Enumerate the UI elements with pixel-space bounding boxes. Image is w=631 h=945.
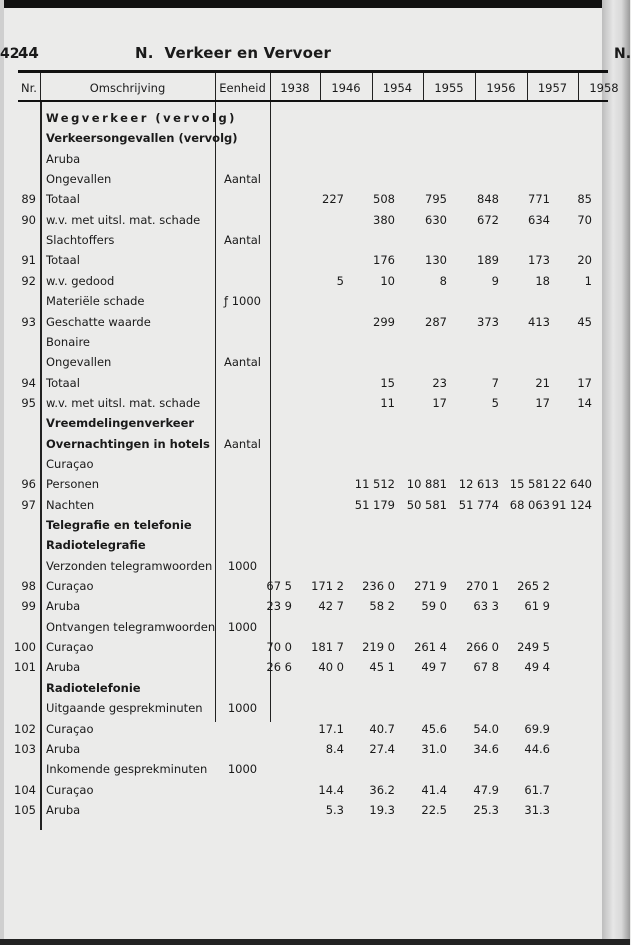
cell-value-1954: 15: [380, 375, 395, 390]
cell-value-1956: 47.9: [473, 782, 499, 797]
column-header-nr: Nr.: [21, 81, 37, 95]
table-row: [0, 657, 610, 677]
cell-value-1946: 181 7: [311, 640, 344, 655]
cell-value-1955: 17: [432, 395, 447, 410]
cell-value-1956: 51 774: [458, 497, 499, 512]
column-header-unit: Eenheid: [219, 81, 266, 95]
cell-value-1954: 176: [373, 253, 395, 268]
row-number: 101: [14, 660, 36, 675]
row-number: 96: [21, 477, 36, 492]
column-header-year: 1957: [537, 81, 568, 95]
row-description: Ongevallen: [46, 355, 112, 370]
cell-value-1955: 22.5: [421, 802, 447, 817]
cell-value-1958: 22 640: [551, 477, 592, 492]
next-page-title-fragment: N.: [614, 46, 631, 62]
row-description: Radiotelefonie: [46, 680, 141, 695]
column-divider: [270, 73, 271, 100]
cell-value-1954: 11: [380, 395, 395, 410]
table-row: [0, 719, 610, 739]
row-number: 97: [21, 497, 36, 512]
row-description: Ontvangen telegramwoorden: [46, 619, 216, 634]
cell-value-1955: 49 7: [421, 660, 447, 675]
row-unit: ƒ 1000: [224, 294, 261, 309]
column-divider: [578, 73, 579, 100]
table-row: [0, 576, 610, 596]
row-number: 103: [14, 741, 36, 756]
cell-value-1954: 508: [373, 192, 395, 207]
row-number: 99: [21, 599, 36, 614]
cell-value-1955: 271 9: [414, 579, 447, 594]
header-bottom-rule: [18, 100, 608, 102]
cell-value-1954: 380: [373, 212, 395, 227]
cell-value-1957: 69.9: [524, 721, 550, 736]
row-number: 95: [21, 395, 36, 410]
cell-value-1946: 17.1: [318, 721, 344, 736]
cell-value-1958: 45: [577, 314, 592, 329]
cell-value-1946: 42 7: [318, 599, 344, 614]
cell-value-1958: 17: [577, 375, 592, 390]
cell-value-1956: 25.3: [473, 802, 499, 817]
cell-value-1955: 795: [425, 192, 447, 207]
cell-value-1946: 14.4: [318, 782, 344, 797]
cell-value-1946: 227: [322, 192, 344, 207]
table-row: [0, 250, 610, 270]
cell-value-1954: 45 1: [369, 660, 395, 675]
table-row: [0, 373, 610, 393]
row-number: 89: [21, 192, 36, 207]
table-row: [0, 637, 610, 657]
row-description: Aruba: [46, 660, 81, 675]
cell-value-1954: 58 2: [369, 599, 395, 614]
table-row: [0, 759, 610, 779]
cell-value-1957: 15 581: [509, 477, 550, 492]
row-description: w.v. gedood: [46, 273, 115, 288]
row-description: Curaçao: [46, 640, 94, 655]
table-row: [0, 780, 610, 800]
row-number: 98: [21, 579, 36, 594]
cell-value-1957: 68 063: [509, 497, 550, 512]
table-row: [0, 271, 610, 291]
cell-value-1946: 5: [336, 273, 344, 288]
cell-value-1938: 26 6: [266, 660, 292, 675]
page-number: 44: [18, 44, 39, 62]
cell-value-1946: 5.3: [325, 802, 344, 817]
table-row: [0, 454, 610, 474]
cell-value-1956: 54.0: [473, 721, 499, 736]
row-number: 105: [14, 802, 36, 817]
cell-value-1957: 44.6: [524, 741, 550, 756]
table-row: [0, 739, 610, 759]
table-row: [0, 434, 610, 454]
row-description: Overnachtingen in hotels: [46, 436, 210, 451]
row-unit: 1000: [227, 558, 258, 573]
table-row: [0, 474, 610, 494]
cell-value-1956: 63 3: [473, 599, 499, 614]
cell-value-1956: 67 8: [473, 660, 499, 675]
table-row: [0, 413, 610, 433]
cell-value-1956: 270 1: [466, 579, 499, 594]
row-number: 94: [21, 375, 36, 390]
scan-bottom-border: [0, 939, 630, 945]
column-divider: [475, 73, 476, 100]
row-description: Personen: [46, 477, 100, 492]
row-description: Telegrafie en telefonie: [46, 518, 192, 532]
row-description: Ongevallen: [46, 172, 112, 187]
column-header-year: 1955: [434, 81, 464, 95]
cell-value-1955: 130: [425, 253, 447, 268]
column-divider: [40, 73, 41, 100]
cell-value-1957: 61.7: [524, 782, 550, 797]
table-row: [0, 149, 610, 169]
previous-page-number-fragment: 42: [0, 46, 20, 62]
column-divider: [320, 73, 321, 100]
row-description: Curaçao: [46, 579, 94, 594]
table-row: [0, 352, 610, 372]
table-row: [0, 210, 610, 230]
cell-value-1954: 27.4: [369, 741, 395, 756]
row-description: Wegverkeer (vervolg): [46, 111, 237, 125]
cell-value-1957: 249 5: [517, 640, 550, 655]
cell-value-1957: 17: [535, 395, 550, 410]
row-number: 92: [21, 273, 36, 288]
table-row: [0, 169, 610, 189]
cell-value-1954: 236 0: [362, 579, 395, 594]
row-description: Totaal: [46, 192, 80, 207]
table-row: [0, 393, 610, 413]
cell-value-1956: 7: [491, 375, 499, 390]
cell-value-1956: 848: [477, 192, 499, 207]
page-title: N. Verkeer en Vervoer: [135, 44, 332, 62]
row-description: Totaal: [46, 253, 80, 268]
scan-top-border: [0, 0, 630, 8]
cell-value-1955: 31.0: [421, 741, 447, 756]
row-description: Bonaire: [46, 334, 91, 349]
row-description: Materiële schade: [46, 294, 145, 309]
row-description: Totaal: [46, 375, 80, 390]
cell-value-1954: 40.7: [369, 721, 395, 736]
table-row: [0, 108, 610, 128]
cell-value-1954: 219 0: [362, 640, 395, 655]
table-row: [0, 596, 610, 616]
row-description: Geschatte waarde: [46, 314, 151, 329]
table-row: [0, 495, 610, 515]
cell-value-1954: 19.3: [369, 802, 395, 817]
table-row: [0, 189, 610, 209]
cell-value-1956: 672: [477, 212, 499, 227]
table-row: [0, 556, 610, 576]
row-description: Curaçao: [46, 721, 94, 736]
row-number: 90: [21, 212, 36, 227]
row-description: Uitgaande gesprekminuten: [46, 701, 203, 716]
row-description: Inkomende gesprekminuten: [46, 762, 208, 777]
cell-value-1938: 70 0: [266, 640, 292, 655]
cell-value-1954: 10: [380, 273, 395, 288]
column-header-year: 1938: [280, 81, 310, 95]
cell-value-1957: 413: [528, 314, 550, 329]
cell-value-1958: 85: [577, 192, 592, 207]
row-unit: 1000: [227, 701, 258, 716]
row-description: Aruba: [46, 151, 81, 166]
cell-value-1955: 261 4: [414, 640, 447, 655]
cell-value-1955: 45.6: [421, 721, 447, 736]
cell-value-1955: 8: [439, 273, 447, 288]
row-description: Aruba: [46, 741, 81, 756]
row-number: 93: [21, 314, 36, 329]
cell-value-1958: 14: [577, 395, 592, 410]
row-number: 102: [14, 721, 36, 736]
cell-value-1956: 189: [477, 253, 499, 268]
cell-value-1957: 61 9: [524, 599, 550, 614]
cell-value-1956: 9: [491, 273, 499, 288]
column-header-year: 1958: [589, 81, 619, 95]
cell-value-1956: 12 613: [458, 477, 499, 492]
row-description: Verzonden telegramwoorden: [46, 558, 213, 573]
cell-value-1955: 10 881: [406, 477, 447, 492]
row-number: 100: [14, 640, 36, 655]
row-description: Aruba: [46, 599, 81, 614]
row-unit: 1000: [227, 762, 258, 777]
cell-value-1957: 31.3: [524, 802, 550, 817]
cell-value-1956: 373: [477, 314, 499, 329]
table-row: [0, 800, 610, 820]
table-row: [0, 515, 610, 535]
row-description: Curaçao: [46, 456, 94, 471]
cell-value-1956: 266 0: [466, 640, 499, 655]
row-description: Slachtoffers: [46, 233, 115, 248]
table-row: [0, 535, 610, 555]
cell-value-1955: 59 0: [421, 599, 447, 614]
column-divider: [372, 73, 373, 100]
table-row: [0, 128, 610, 148]
row-unit: Aantal: [224, 355, 261, 370]
cell-value-1957: 173: [528, 253, 550, 268]
header-top-rule: [18, 70, 608, 73]
row-description: Verkeersongevallen (vervolg): [46, 131, 238, 146]
row-description: Curaçao: [46, 782, 94, 797]
row-description: w.v. met uitsl. mat. schade: [46, 212, 201, 227]
column-header-description: Omschrijving: [89, 81, 166, 95]
cell-value-1954: 299: [373, 314, 395, 329]
row-unit: 1000: [227, 619, 258, 634]
row-description: Radiotelegrafie: [46, 538, 146, 553]
cell-value-1946: 171 2: [311, 579, 344, 594]
column-divider: [423, 73, 424, 100]
cell-value-1955: 41.4: [421, 782, 447, 797]
row-description: w.v. met uitsl. mat. schade: [46, 395, 201, 410]
cell-value-1956: 34.6: [473, 741, 499, 756]
column-header-year: 1946: [331, 81, 361, 95]
cell-value-1946: 40 0: [318, 660, 344, 675]
cell-value-1957: 49 4: [524, 660, 550, 675]
column-divider: [215, 73, 216, 100]
table-row: [0, 291, 610, 311]
row-number: 104: [14, 782, 36, 797]
cell-value-1946: 8.4: [325, 741, 344, 756]
row-unit: Aantal: [224, 172, 261, 187]
cell-value-1956: 5: [491, 395, 499, 410]
cell-value-1957: 18: [535, 273, 550, 288]
cell-value-1958: 1: [584, 273, 592, 288]
row-unit: Aantal: [224, 233, 261, 248]
cell-value-1938: 23 9: [266, 599, 292, 614]
column-divider: [527, 73, 528, 100]
cell-value-1955: 287: [425, 314, 447, 329]
cell-value-1957: 634: [528, 212, 550, 227]
cell-value-1955: 23: [432, 375, 447, 390]
column-header-year: 1954: [382, 81, 413, 95]
cell-value-1957: 21: [535, 375, 550, 390]
cell-value-1954: 51 179: [354, 497, 395, 512]
table-row: [0, 678, 610, 698]
cell-value-1954: 11 512: [354, 477, 395, 492]
row-description: Nachten: [46, 497, 95, 512]
row-unit: Aantal: [224, 436, 261, 451]
table-row: [0, 332, 610, 352]
cell-value-1954: 36.2: [369, 782, 395, 797]
cell-value-1955: 630: [425, 212, 447, 227]
cell-value-1938: 67 5: [266, 579, 292, 594]
row-description: Aruba: [46, 802, 81, 817]
table-row: [0, 312, 610, 332]
table-row: [0, 230, 610, 250]
column-header-year: 1956: [486, 81, 516, 95]
cell-value-1958: 70: [577, 212, 592, 227]
table-row: [0, 617, 610, 637]
cell-value-1957: 771: [528, 192, 550, 207]
cell-value-1958: 20: [577, 253, 592, 268]
table-row: [0, 698, 610, 718]
cell-value-1955: 50 581: [406, 497, 447, 512]
cell-value-1958: 91 124: [551, 497, 592, 512]
row-number: 91: [21, 253, 36, 268]
row-description: Vreemdelingenverkeer: [46, 416, 195, 431]
cell-value-1957: 265 2: [517, 579, 550, 594]
